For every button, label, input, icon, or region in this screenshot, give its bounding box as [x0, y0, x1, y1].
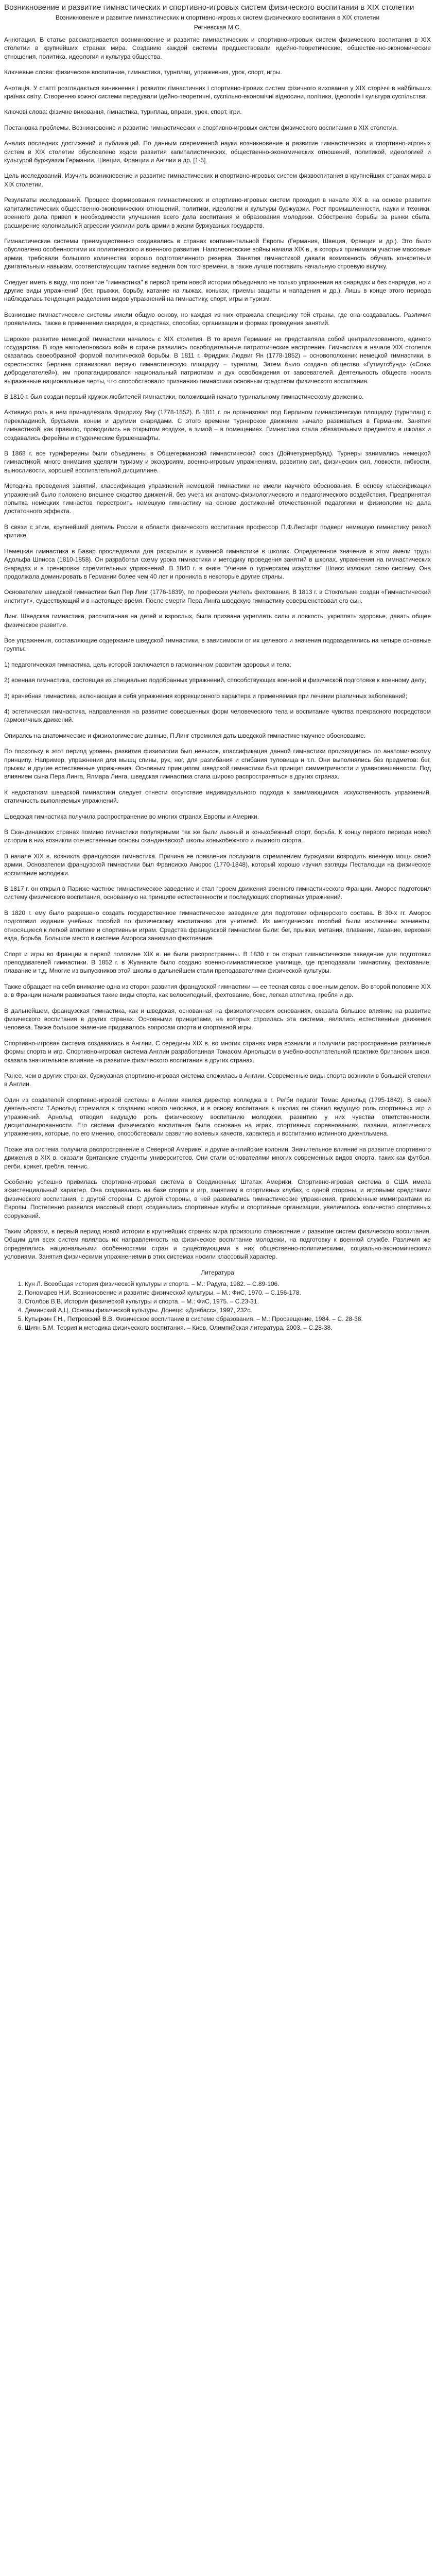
paragraph: Гимнастические системы преимущественно создавались в странах континентальной Европы (Германия, Швеция, Франция и др.). Это было обусловлено особенностями их политического и военного развития. Наполеоновские войны начала XIX в., в которых принимали участие массовые армии, требовали большого количества хорошо подготовленного резерва. Занятия гимнастикой давали возможность обучать конкретным двигательным навыкам, соответствующим тактике ведения боя того времени, а также лучше поставить начальную строевую выучку. — [4, 237, 431, 270]
paragraph: Аннотация. В статье рассматривается возникновение и развитие гимнастических и спортивно-игровых систем физического воспитания в XIX столетии в крупнейших странах мира. Созданию каждой системы предшествовали идейно-теоретические, общественно-экономические отношения, политика, идеология и культура общества. — [4, 36, 431, 60]
paragraph: Анализ последних достижений и публикаций. По данным современной науки возникновение и развитие гимнастических и спортивно-игровых систем в XIX столетии обусловлено ходом развития капиталистических, общественно-экономических отношений, политикой, идеологией и культурой буржуазии Германии, Швеции, Франции и Англии и др. [1-5]. — [4, 140, 431, 164]
paragraph: Особенно успешно привилась спортивно-игровая система в Соединенных Штатах Америки. Спортивно-игровая система в США имела экзистенциальный характер. Она создавалась на базе спорта и игр, занятиям в спортивных клубах, с одной стороны, и игровыми средствами физического воспитания, с другой стороны. С другой стороны, в ней развивались гимнастические упражнения, привезенные иммигрантами из Европы. Постепенно развился массовый спорт, создавались спортивные клубы и спортивные организации, увеличилось количество спортивных сооружений. — [4, 1178, 431, 1219]
paragraph: 3) врачебная гимнастика, включающая в себя упражнения коррекционного характера и применяемая при лечении различных заболеваний; — [4, 692, 408, 700]
paragraph: По поскольку в этот период уровень развития физиологии был невысок, классификация данной гимнастики производилась по анатомическому принципу. Например, упражнения для мышц спины, рук, ног, для разгибания и сгибания туловища и т.п. Они выполнялись без предметов: бег, прыжки и другие естественные упражнения. Основным принципом шведской гимнастики был принцип симметричности и уравновешенности. Под влиянием сына Пера Линга, Ялмара Линга, шведская гимнастика стала широко распространяться в других странах. — [4, 748, 431, 781]
paragraph: В 1820 г. ему было разрешено создать государственное гимнастическое заведение для подготовки офицерского состава. В 30-х гг. Аморос подготовил издание учебных пособий по физическому воспитанию для учителей. Из методических пособий были исключены элементы, относящиеся к легкой атлетике и спортивным играм. Средства французской гимнастики были: бег, прыжки, метания, плавание, лазание, верховая езда, борьба. Большое место в системе Амороса занимало фехтование. — [4, 909, 431, 942]
paragraph: В начале XIX в. возникла французская гимнастика. Причина ее появления послужила стремлением буржуазии возродить военную мощь своей армии. Основателем французской гимнастики был Франсиско Аморос (1770-1848), который хорошо изучил взгляды Песталоцци на физическое воспитание молодежи. — [4, 852, 431, 877]
article-author: Регневская М.С. — [194, 24, 241, 31]
paragraph: Анотація. У статті розглядається виникнення і розвиток гімнастичних і спортивно-ігрових систем фізичного виховання у XIX сторіччі в найбільших країнах світу. Створенню кожної системи передували ідейно-теоретичні, суспільно-економічні відносини, політика, ідеологія і культура суспільства. — [4, 84, 431, 100]
paragraph: 1) педагогическая гимнастика, цель которой заключается в гармоничном развитии здоровья и тела; — [4, 660, 291, 668]
reference-item: 4. Деминский А.Ц. Основы физической культуры. Донецк: «Донбасс», 1997, 232с. — [25, 1306, 431, 1314]
paragraph: Все упражнения, составляющие содержание шведской гимнастики, в зависимости от их целевого и значения подразделялись на четыре основные группы: — [4, 636, 431, 653]
paragraph: 2) военная гимнастика, состоящая из специально подобранных упражнений, способствующих военной и физической подготовке к военному делу; — [4, 676, 426, 684]
paragraph: Широкое развитие немецкой гимнастики началось с XIX столетия. В то время Германия не представляла собой централизованного, единого государства. В ходе наполеоновских войн в стране развились освободительные патриотические настроения. Гимнастика в начале XIX столетия оказалась своеобразной формой политической борьбы. В 1811 г. Фридрих Людвиг Ян (1778-1852) – основоположник немецкой гимнастики, в окрестностях Берлина организовал первую гимнастическую площадку – турнплац. Затем было создано общество «Гутмутсбунд» («Союз доброделателей»), им пропагандировался национальный патриотизм и дух освобождения от завоевателей. Деятельность обществ носила выраженные национальные черты, что способствовало признанию гимнастики основным средством физического воспитания. — [4, 335, 431, 385]
paragraph: Позже эта система получила распространение в Северной Америке, и другие английские колонии. Значительное влияние на развитие спортивного движения в XIX в. оказали британские студенты университетов. Они стали основателями многих современных видов спорта, таких как футбол, регби, крикет, гребля, теннис. — [4, 1145, 431, 1170]
paragraph: В дальнейшем, французская гимнастика, как и шведская, основанная на физиологических основаниях, оказала большое влияние на развитие физического воспитания в других странах. Основными принципами, на которых строилась эта система, являлись естественные движения человека. Также большое значение придавалось вопросам спорта и спортивной игры. — [4, 1007, 431, 1031]
paragraph: 4) эстетическая гимнастика, направленная на развитие совершенных форм человеческого тела и воспитание чувства прекрасного посредством гармоничных движений. — [4, 707, 431, 724]
article-subtitle: Возникновение и развитие гимнастических и спортивно-игровых систем физического воспитания в XIX столетии — [55, 14, 380, 21]
paragraph: Результаты исследований. Процесс формирования гимнастических и спортивно-игровых систем проходил в начале XIX в. на основе развития капиталистических общественно-экономических отношений, политики, идеологии и культуры буржуазии. Рост промышленности, науки и техники, военного дела привел к необходимости улучшения всего дела воспитания и образования молодежи. Обострение борьбы за рынки сбыта, расширение колониальной агрессии усилили роль армии в жизни буржуазных государств. — [4, 196, 431, 229]
article-body — [4, 36, 431, 1261]
reference-item: 1. Кун Л. Всеобщая история физической культуры и спорта. – М.: Радуга, 1982. – С.89-106. — [25, 1280, 431, 1288]
paragraph: В 1810 г. был создан первый кружок любителей гимнастики, положивший начало туринальному гимнастическому движению. — [4, 393, 364, 400]
reference-item: 2. Пономарев Н.И. Возникновение и развитие физической культуры. – М.: ФиС, 1970. – С.156-178. — [25, 1289, 431, 1297]
references-list — [4, 1280, 431, 1332]
paragraph: Постановка проблемы. Возникновение и развитие гимнастических и спортивно-игровых систем физического воспитания в XIX столетии. — [4, 124, 398, 131]
paragraph: В связи с этим, крупнейший деятель России в области физического воспитания профессор П.Ф.Лесгафт подверг немецкую гимнастику резкой критике. — [4, 523, 431, 539]
paragraph: Опираясь на анатомические и физиологические данные, П.Линг стремился дать шведской гимнастике научное обоснование. — [4, 732, 366, 739]
paragraph: Активную роль в нем принадлежала Фридриху Яну (1778-1852). В 1811 г. он организовал под Берлином гимнастическую площадку (турнплац) с перекладиной, брусьями, конем и другими снарядами. С этого времени турнерское движение начало развиваться в Германии. Занятия гимнастикой, как правило, проводились на открытом воздухе, а зимой – в помещениях. Гимнастика стала обязательным предметом в школах и создавались ферейны и студенческие буршеншафты. — [4, 409, 431, 442]
paragraph: Ключові слова: фізичне виховання, гімнастика, турнплац, вправи, урок, спорт, ігри. — [4, 108, 242, 116]
paragraph: Основателем шведской гимнастики был Пер Линг (1776-1839), по профессии учитель фехтования. В 1813 г. в Стокгольме создан «Гимнастический институт», существующий и в настоящее время. После смерти Пера Линга шведскую гимнастику совершенствовал его сын. — [4, 588, 431, 604]
paragraph: Возникшие гимнастические системы имели общую основу, но каждая из них отражала специфику той страны, где она создавалась. Различия проявлялись, также в применении снарядов, в средствах, способах, организации и формах проведения занятий. — [4, 311, 431, 327]
paragraph: Шведская гимнастика получила распространение во многих странах Европы и Америки. — [4, 812, 259, 820]
paragraph: В 1817 г. он открыл в Париже частное гимнастическое заведение и стал героем движения военного гимнастического Франции. Аморос подготовил систему физического воспитания, основанную на принципе естественности и последующих спортивных упражнений. — [4, 885, 431, 901]
paragraph: Ранее, чем в других странах, буржуазная спортивно-игровая система сложилась в Англии. Современные виды спорта возникли в большей степени в Англии. — [4, 1072, 431, 1088]
paragraph: Один из создателей спортивно-игровой системы в Англии явился директор колледжа в г. Регби педагог Томас Арнольд (1795-1842). В своей деятельности Т.Арнольд стремился к созданию нового человека, и в основу воспитания в школах он ставил ведущую роль спортивных игр и упражнений. Арнольд отводил ведущую роль физическому воспитанию молодежи, развитию у них чувства ответственности, дисциплинированности. Его система физического воспитания была основана на играх, спортивных соревнованиях, лазании, атлетических упражнениях, которые, по его мнению, способствовали развитию волевых качеств, характера и воспитанию истинного джентльмена. — [4, 1096, 431, 1138]
paragraph: Спортивно-игровая система создавалась в Англии. С середины XIX в. во многих странах мира возникли и получили распространение различные формы спорта и игр. Спортивно-игровая система Англии разработанная Томасом Арнольдом в учебно-воспитательной практике британских школ, оказала значительное влияние на развитие физического воспитания в других странах. — [4, 1039, 431, 1064]
paragraph: Линг. Шведская гимнастика, рассчитанная на детей и взрослых, была призвана укреплять силы и ловкость, укреплять здоровье, давать общее физическое развитие. — [4, 613, 431, 629]
paragraph: Также обращает на себя внимание одна из сторон развития французской гимнастики — ее тесная связь с военным делом. Во второй половине XIX в. в Франции начали развиваться такие виды спорта, как велосипедный, фехтование, бокс, легкая атлетика, гребля и др. — [4, 982, 431, 999]
article-title: Возникновение и развитие гимнастических и спортивно-игровых систем физического воспитания в XIX столетии — [4, 3, 414, 12]
paragraph: Цель исследований. Изучить возникновение и развитие гимнастических и спортивно-игровых систем физвоспитания в крупнейших странах мира в XIX столетии. — [4, 172, 431, 188]
paragraph: Следует иметь в виду, что понятие "гимнастика" в первой трети новой истории объединяло не только упражнения на снарядах и без снарядов, но и другие виды упражнений (бег, прыжки, борьбу, катание на лыжах, коньках, приемы защиты и нападения и др.). Лишь в конце этого периода наблюдалась тенденция разделения видов упражнений на гимнастику, спорт, игры и туризм. — [4, 278, 431, 303]
references-title: Литература — [201, 1268, 234, 1276]
paragraph: Ключевые слова: физическое воспитание, гимнастика, турнплац, упражнения, урок, спорт, игры. — [4, 69, 282, 76]
paragraph: Таким образом, в первый период новой истории в крупнейших странах мира произошло становление и развитие систем физического воспитания. Общим для всех систем являлась их направленность на физическое воспитание молодежи, на подготовку к военной службе. Различия же определялись национальными особенностями стран и существующими в них общественно-политическими, социально-экономическими условиями. Занятия физическими упражнениями в этих системах носили классовый характер. — [4, 1228, 431, 1261]
reference-item: 5. Кутыркин Г.Н., Петровский В.В. Физическое воспитание в системе образования. – М.: Просвещение, 1984. – С. 28-38. — [25, 1315, 431, 1323]
reference-item: 3. Столбов В.В. История физической культуры и спорта. – М.: ФиС, 1975. – С.23-31. — [25, 1297, 431, 1306]
paragraph: В 1868 г. все турнфереины были объединены в Общегерманский гимнастический союз (Дойчетурнербунд). Турнеры занимались немецкой гимнастикой, много внимания уделяли туризму и экскурсиям, военно-игровым упражнениям, развитию сил, физических сил, ловкости, гибкости, выносливости, хорошей воспитательной дисциплине. — [4, 450, 431, 474]
paragraph: Спорт и игры во Франции в первой половине XIX в. не были распространены. В 1830 г. он открыл гимнастическое заведение для подготовки преподавателей гимнастики. В 1852 г. в Жуанвиле было создано военно-гимнастическое училище, где преподавали гимнастику, фехтование, плавание и т.д. Многие из выпускников этой школы в дальнейшем стали преподавателями физической культуры. — [4, 950, 431, 975]
paragraph: Методика проведения занятий, классификация упражнений немецкой гимнастики не имели научного обоснования. В основу классификации упражнений было положено внешнее сходство движений, без учета их анатомо-физиологического и педагогического воздействия. Предпринятая попытка немецких гимнастов перестроить немецкую гимнастику на основе достижений отечественной педагогики и физиологии не дала достаточного эффекта. — [4, 482, 431, 515]
paragraph: К недостаткам шведской гимнастики следует отнести отсутствие индивидуального подхода к занимающимся, искусственность упражнений, статичность выполняемых упражнений. — [4, 788, 431, 805]
paragraph: Немецкая гимнастика в Бавар проследовали для раскрытия в гуманной гимнастике в школах. Определенное значение в этом имели труды Адольфа Шписса (1810-1858). Он разработал схему урока гимнастики и методику проведения занятий в школах, упражнения на гимнастических снарядах и в тренировке стремительных упражнений. В 1840 г. в книге "Учение о турнерском искусстве" Шписс изложил свою систему. Она продолжала доминировать в Германии более чем 40 лет и проникла в некоторые другие страны. — [4, 547, 431, 580]
reference-item: 6. Шиян Б.М. Теория и методика физического воспитания. – Киев, Олимпийская литература, 2003. – С.28-38. — [25, 1324, 431, 1332]
paragraph: В Скандинавских странах помимо гимнастики популярными так же были лыжный и конькобежный спорт, борьба. К концу первого периода новой истории в них возникли отечественные основы скандинавской школы конькобежного и лыжного спорта. — [4, 828, 431, 844]
